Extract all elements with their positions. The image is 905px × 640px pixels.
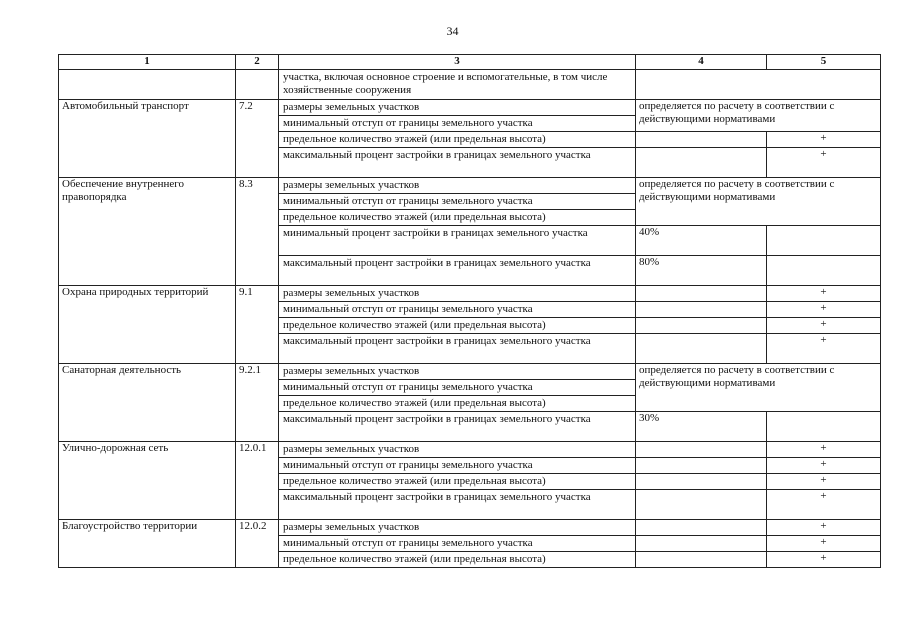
parameter-cell: размеры земельных участков	[279, 520, 636, 536]
value-cell-col4	[636, 334, 767, 364]
value-cell-col4	[636, 520, 767, 536]
value-cell-col4: 30%	[636, 412, 767, 442]
header-col-1: 1	[59, 55, 236, 70]
value-cell-col5	[767, 256, 881, 286]
parameter-cell: минимальный отступ от границы земельного участка	[279, 302, 636, 318]
land-use-name: Улично-дорожная сеть	[59, 442, 236, 520]
table-row	[59, 520, 881, 536]
value-cell-col5: +	[767, 536, 881, 552]
value-cell-col4	[636, 302, 767, 318]
value-cell-col5: +	[767, 520, 881, 536]
land-use-name: Благоустройство территории	[59, 520, 236, 568]
parameter-cell: предельное количество этажей (или предельная высота)	[279, 552, 636, 568]
land-use-name: Автомобильный транспорт	[59, 100, 236, 178]
header-col-2: 2	[236, 55, 279, 70]
land-use-name: Санаторная деятельность	[59, 364, 236, 442]
value-cell-col4	[636, 148, 767, 178]
value-cell-col4	[636, 458, 767, 474]
value-cell-col4	[636, 132, 767, 148]
table-row	[59, 178, 881, 194]
table-row	[59, 442, 881, 458]
value-cell-col5: +	[767, 458, 881, 474]
parameter-cell: минимальный отступ от границы земельного участка	[279, 194, 636, 210]
regulations-table	[58, 54, 881, 568]
land-use-code: 9.2.1	[236, 364, 279, 442]
parameter-cell: предельное количество этажей (или предельная высота)	[279, 474, 636, 490]
value-cell-col5: +	[767, 318, 881, 334]
header-col-3: 3	[279, 55, 636, 70]
parameter-cell: предельное количество этажей (или предельная высота)	[279, 132, 636, 148]
calculation-note: определяется по расчету в соответствии с действующими нормативами	[636, 178, 881, 226]
value-cell-col4	[636, 318, 767, 334]
value-cell-col5: +	[767, 334, 881, 364]
value-cell-col5: +	[767, 132, 881, 148]
continuation-row	[59, 70, 881, 100]
parameter-cell: минимальный отступ от границы земельного участка	[279, 116, 636, 132]
table-row	[59, 364, 881, 380]
parameter-cell: размеры земельных участков	[279, 286, 636, 302]
value-cell-col5: +	[767, 302, 881, 318]
land-use-code: 9.1	[236, 286, 279, 364]
value-cell-col5: +	[767, 490, 881, 520]
parameter-cell: предельное количество этажей (или предельная высота)	[279, 210, 636, 226]
value-cell-col5	[767, 412, 881, 442]
value-cell-col5: +	[767, 552, 881, 568]
calculation-note: определяется по расчету в соответствии с действующими нормативами	[636, 364, 881, 412]
table-row	[59, 100, 881, 116]
land-use-code: 7.2	[236, 100, 279, 178]
value-cell-col4	[636, 552, 767, 568]
parameter-cell: максимальный процент застройки в границах земельного участка	[279, 148, 636, 178]
land-use-name: Охрана природных территорий	[59, 286, 236, 364]
parameter-cell: минимальный отступ от границы земельного участка	[279, 458, 636, 474]
header-col-4: 4	[636, 55, 767, 70]
value-cell-col5: +	[767, 474, 881, 490]
value-cell-col5: +	[767, 442, 881, 458]
land-use-name: Обеспечение внутреннего правопорядка	[59, 178, 236, 286]
value-cell-col4: 80%	[636, 256, 767, 286]
parameter-cell: предельное количество этажей (или предельная высота)	[279, 318, 636, 334]
value-cell-col5	[767, 226, 881, 256]
parameter-cell: размеры земельных участков	[279, 442, 636, 458]
value-cell-col4	[636, 286, 767, 302]
value-cell-col4	[636, 474, 767, 490]
value-cell-col4: 40%	[636, 226, 767, 256]
calculation-note: определяется по расчету в соответствии с действующими нормативами	[636, 100, 881, 132]
land-use-code: 12.0.1	[236, 442, 279, 520]
parameter-cell: максимальный процент застройки в границах земельного участка	[279, 412, 636, 442]
value-cell-col4	[636, 536, 767, 552]
land-use-code: 12.0.2	[236, 520, 279, 568]
value-cell-col4	[636, 490, 767, 520]
value-cell-col4	[636, 442, 767, 458]
land-use-code: 8.3	[236, 178, 279, 286]
continuation-param-cell: участка, включая основное строение и вспомогательные, в том числе хозяйственные сооружения	[279, 70, 636, 100]
parameter-cell: предельное количество этажей (или предельная высота)	[279, 396, 636, 412]
value-cell-col5: +	[767, 286, 881, 302]
table-row	[59, 286, 881, 302]
parameter-cell: максимальный процент застройки в границах земельного участка	[279, 256, 636, 286]
parameter-cell: максимальный процент застройки в границах земельного участка	[279, 490, 636, 520]
header-row	[59, 55, 881, 70]
continuation-code-cell	[236, 70, 279, 100]
parameter-cell: минимальный отступ от границы земельного участка	[279, 536, 636, 552]
continuation-col4-cell	[636, 70, 881, 100]
parameter-cell: минимальный отступ от границы земельного участка	[279, 380, 636, 396]
parameter-cell: минимальный процент застройки в границах земельного участка	[279, 226, 636, 256]
parameter-cell: размеры земельных участков	[279, 178, 636, 194]
header-col-5: 5	[767, 55, 881, 70]
parameter-cell: максимальный процент застройки в границах земельного участка	[279, 334, 636, 364]
page-number: 34	[446, 24, 459, 38]
continuation-name-cell	[59, 70, 236, 100]
parameter-cell: размеры земельных участков	[279, 364, 636, 380]
value-cell-col5: +	[767, 148, 881, 178]
parameter-cell: размеры земельных участков	[279, 100, 636, 116]
